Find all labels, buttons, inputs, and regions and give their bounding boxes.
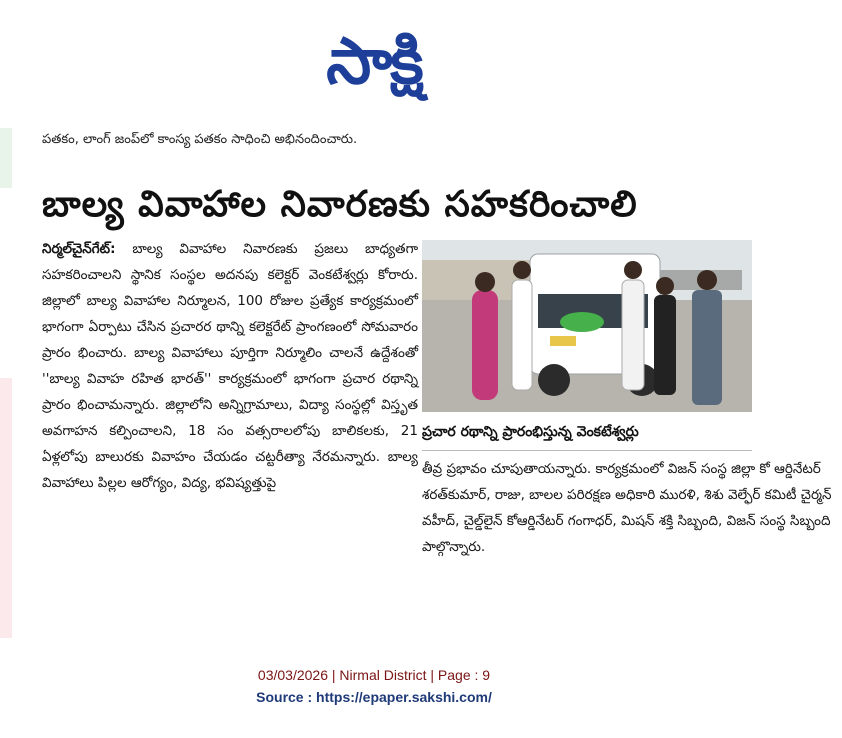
photo-illustration <box>422 240 752 412</box>
article-body-left <box>42 236 418 496</box>
previous-article-tail: పతకం, లాంగ్ జంప్‌లో కాంస్య పతకం సాధించి అభినందించారు. <box>42 132 358 147</box>
page-footer <box>0 664 748 708</box>
left-margin-strip <box>0 128 12 188</box>
article-headline: బాల్య వివాహాల నివారణకు సహకరించాలి <box>42 184 638 225</box>
article-text-left: బాల్య వివాహాల నివారణకు ప్రజలు బాధ్యతగా సహకరించాలని స్థానిక సంస్థల అదనపు కలెక్టర్ వెంకటేశ్వర్లు కోరారు. జిల్లాలో బాల్య వివాహాల నిర్మూలన, 100 రోజుల ప్రత్యేక కార్యక్రమంలో భాగంగా ఏర్పాటు చేసిన ప్రచారర థాన్ని కలెక్టరేట్ ప్రాంగణంలో సోమవారం ప్రారం భించారు. బాల్య వివాహాలు పూర్తిగా నిర్మూలిం చాలనే ఉద్దేశంతో ''బాల్య వివాహ రహిత భారత్'' కార్యక్రమంలో భాగంగా ప్రచార రథాన్ని ప్రారం భించామన్నారు. జిల్లాలోని అన్నిగ్రామాలు, విద్యా సంస్థల్లో విస్తృత అవగాహన కల్పించాలని, 18 సం వత్సరాలలోపు బాలికలకు, 21 ఏళ్లలోపు బాలురకు వివాహం చేయడం చట్టరీత్యా నేరమన్నారు. బాల్య వివాహాలు పిల్లల ఆరోగ్యం, విద్య, భవిష్యత్తుపై <box>42 241 418 491</box>
source-link[interactable]: Source : https://epaper.sakshi.com/ <box>256 689 492 705</box>
article-photo <box>422 240 752 412</box>
newspaper-logo <box>274 12 474 112</box>
edition-meta: 03/03/2026 | Nirmal District | Page : 9 <box>257 667 491 683</box>
article-text-right: తీవ్ర ప్రభావం చూపుతాయన్నారు. కార్యక్రమంలో విజన్ సంస్థ జిల్లా కో ఆర్డినేటర్ శరత్‌కుమార్, రాజు, బాలల పరిరక్షణ అధికారి మురళి, శిశు వెల్ఫేర్ కమిటీ చైర్మన్ వహీద్, చైల్డ్‌లైన్ కోఆర్డినేటర్ గంగాధర్, మిషన్ శక్తి సిబ్బంది, విజన్ సంస్థ సిబ్బంది పాల్గొన్నారు. <box>422 461 832 555</box>
caption-divider <box>422 450 752 451</box>
left-margin-strip-lower <box>0 378 12 638</box>
masthead <box>0 0 748 128</box>
newspaper-clipping <box>14 128 832 638</box>
article-column-left <box>42 236 418 496</box>
photo-caption: ప్రచార రథాన్ని ప్రారంభిస్తున్న వెంకటేశ్వర్లు <box>422 424 639 440</box>
dateline: నిర్మల్‌చైన్‌గేట్: <box>42 241 116 257</box>
article-column-right <box>422 456 832 636</box>
logo-text: సాక్షి <box>326 25 422 99</box>
